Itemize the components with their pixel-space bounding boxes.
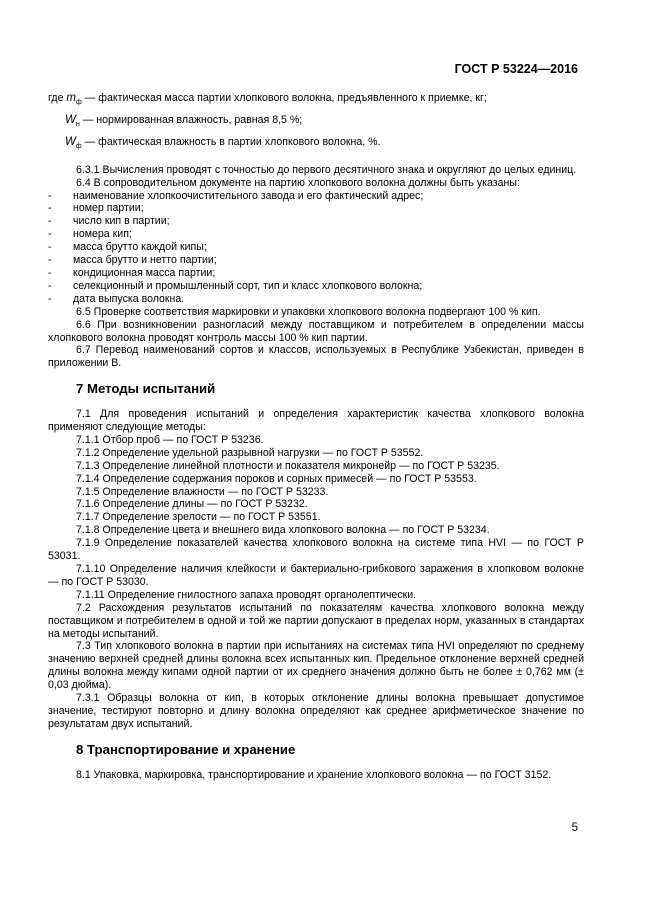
para-7-3-1: 7.3.1 Образцы волокна от кип, в которых отклонение длины волокна превышает допустимое значение, тестируют повторно и длину волокна определяют как среднее арифметическое значение по результатам двух испытаний. bbox=[48, 692, 584, 730]
list-item: - число кип в партии; bbox=[48, 215, 170, 228]
list-item: - масса брутто каждой кипы; bbox=[48, 241, 207, 254]
para-6-4: 6.4 В сопроводительном документе на партию хлопкового волокна должны быть указаны: bbox=[76, 176, 520, 189]
document-body bbox=[48, 92, 584, 782]
para-7-1-10: 7.1.10 Определение наличия клейкости и бактериально-грибкового заражения в хлопковом волокне — по ГОСТ Р 53030. bbox=[48, 563, 584, 588]
section-7-heading: 7 Методы испытаний bbox=[76, 381, 216, 397]
para-6-7: 6.7 Перевод наименований сортов и классов, используемых в Республике Узбекистан, приведен в приложении В. bbox=[48, 344, 584, 370]
list-item: 7.1.6 Определение длины — по ГОСТ Р 53232. bbox=[76, 498, 308, 511]
list-item: - кондиционная масса партии; bbox=[48, 266, 216, 279]
para-6-6: 6.6 При возникновении разногласий между поставщиком и потребителем в определении массы хлопкового волокна проводят контроль массы 100 % кип партии. bbox=[48, 318, 584, 344]
page-number: 5 bbox=[571, 822, 578, 834]
para-6-3-1: 6.3.1 Вычисления проводят с точностью до первого десятичного знака и округляют до целых единиц. bbox=[76, 163, 577, 176]
para-7-2: 7.2 Расхождения результатов испытаний по показателям качества хлопкового волокна между поставщиком и потребителем в одной и той же партии допускают в пределах норм, указанных в стандартах на методы испытаний. bbox=[48, 601, 584, 640]
para-7-3: 7.3 Тип хлопкового волокна в партии при испытаниях на системах типа HVI определяют по среднему значению верхней средней длины волокна всех испытанных кип. Предельное отклонение верхней средней длины волокна между кипами одной партии от их среднего значения должно быть не более ± 0,762 мм (± 0,03 дюйма). bbox=[48, 640, 584, 692]
list-item: - номера кип; bbox=[48, 228, 132, 241]
list-item: 7.1.4 Определение содержания пороков и сорных примесей — по ГОСТ Р 53553. bbox=[76, 472, 477, 485]
bullet-list bbox=[48, 190, 584, 306]
list-item: 7.1.1 Отбор проб — по ГОСТ Р 53236. bbox=[76, 433, 264, 446]
list-item: - масса брутто и нетто партии; bbox=[48, 254, 217, 267]
section-8-heading: 8 Транспортирование и хранение bbox=[76, 741, 296, 757]
definition-wn bbox=[48, 114, 584, 132]
definition-text: — фактическая масса партии хлопкового волокна, предъявленного к приемке, кг; bbox=[84, 92, 487, 104]
list-item: - селекционный и промышленный сорт, тип и класс хлопкового волокна; bbox=[48, 279, 423, 292]
definition-text: — фактическая влажность в партии хлопкового волокна, %. bbox=[84, 135, 381, 148]
para-7-1-11: 7.1.11 Определение гнилостного запаха проводят органолептически. bbox=[76, 588, 417, 601]
list-item: 7.1.7 Определение зрелости — по ГОСТ Р 53551. bbox=[76, 511, 321, 524]
para-7-1-9: 7.1.9 Определение показателей качества хлопкового волокна на системе типа HVI — по ГОСТ Р 53031. bbox=[48, 537, 584, 563]
symbol-m: $m_ф$ bbox=[66, 92, 82, 106]
symbol-w: $W_ф$ bbox=[65, 135, 82, 150]
list-item: - дата выпуска волокна. bbox=[48, 292, 185, 305]
list-item: - номер партии; bbox=[48, 202, 144, 215]
definition-mf bbox=[48, 92, 584, 110]
definition-text: — нормированная влажность, равная 8,5 %; bbox=[82, 113, 303, 126]
list-item: 7.1.8 Определение цвета и внешнего вида хлопкового волокна — по ГОСТ Р 53234. bbox=[76, 524, 490, 537]
list-item: 7.1.2 Определение удельной разрывной нагрузки — по ГОСТ Р 53552. bbox=[76, 446, 424, 459]
para-7-1: 7.1 Для проведения испытаний и определения характеристик качества хлопкового волокна применяют следующие методы: bbox=[48, 408, 584, 434]
list-item: 7.1.3 Определение линейной плотности и показателя микронейр — по ГОСТ Р 53235. bbox=[76, 459, 500, 472]
list-item: - наименование хлопкоочистительного завода и его фактический адрес; bbox=[48, 189, 424, 202]
para-6-5: 6.5 Проверке соответствия маркировки и упаковки хлопкового волокна подвергают 100 % кип. bbox=[76, 305, 541, 318]
standard-header: ГОСТ Р 53224—2016 bbox=[454, 62, 578, 76]
list-item: 7.1.5 Определение влажности — по ГОСТ Р 53233. bbox=[76, 485, 329, 498]
definition-prefix: где bbox=[48, 92, 64, 104]
para-8-1: 8.1 Упаковка, маркировка, транспортирование и хранение хлопкового волокна — по ГОСТ 3152. bbox=[76, 768, 552, 781]
symbol-w: $W_н$ bbox=[65, 113, 80, 128]
definition-wf bbox=[48, 136, 584, 154]
